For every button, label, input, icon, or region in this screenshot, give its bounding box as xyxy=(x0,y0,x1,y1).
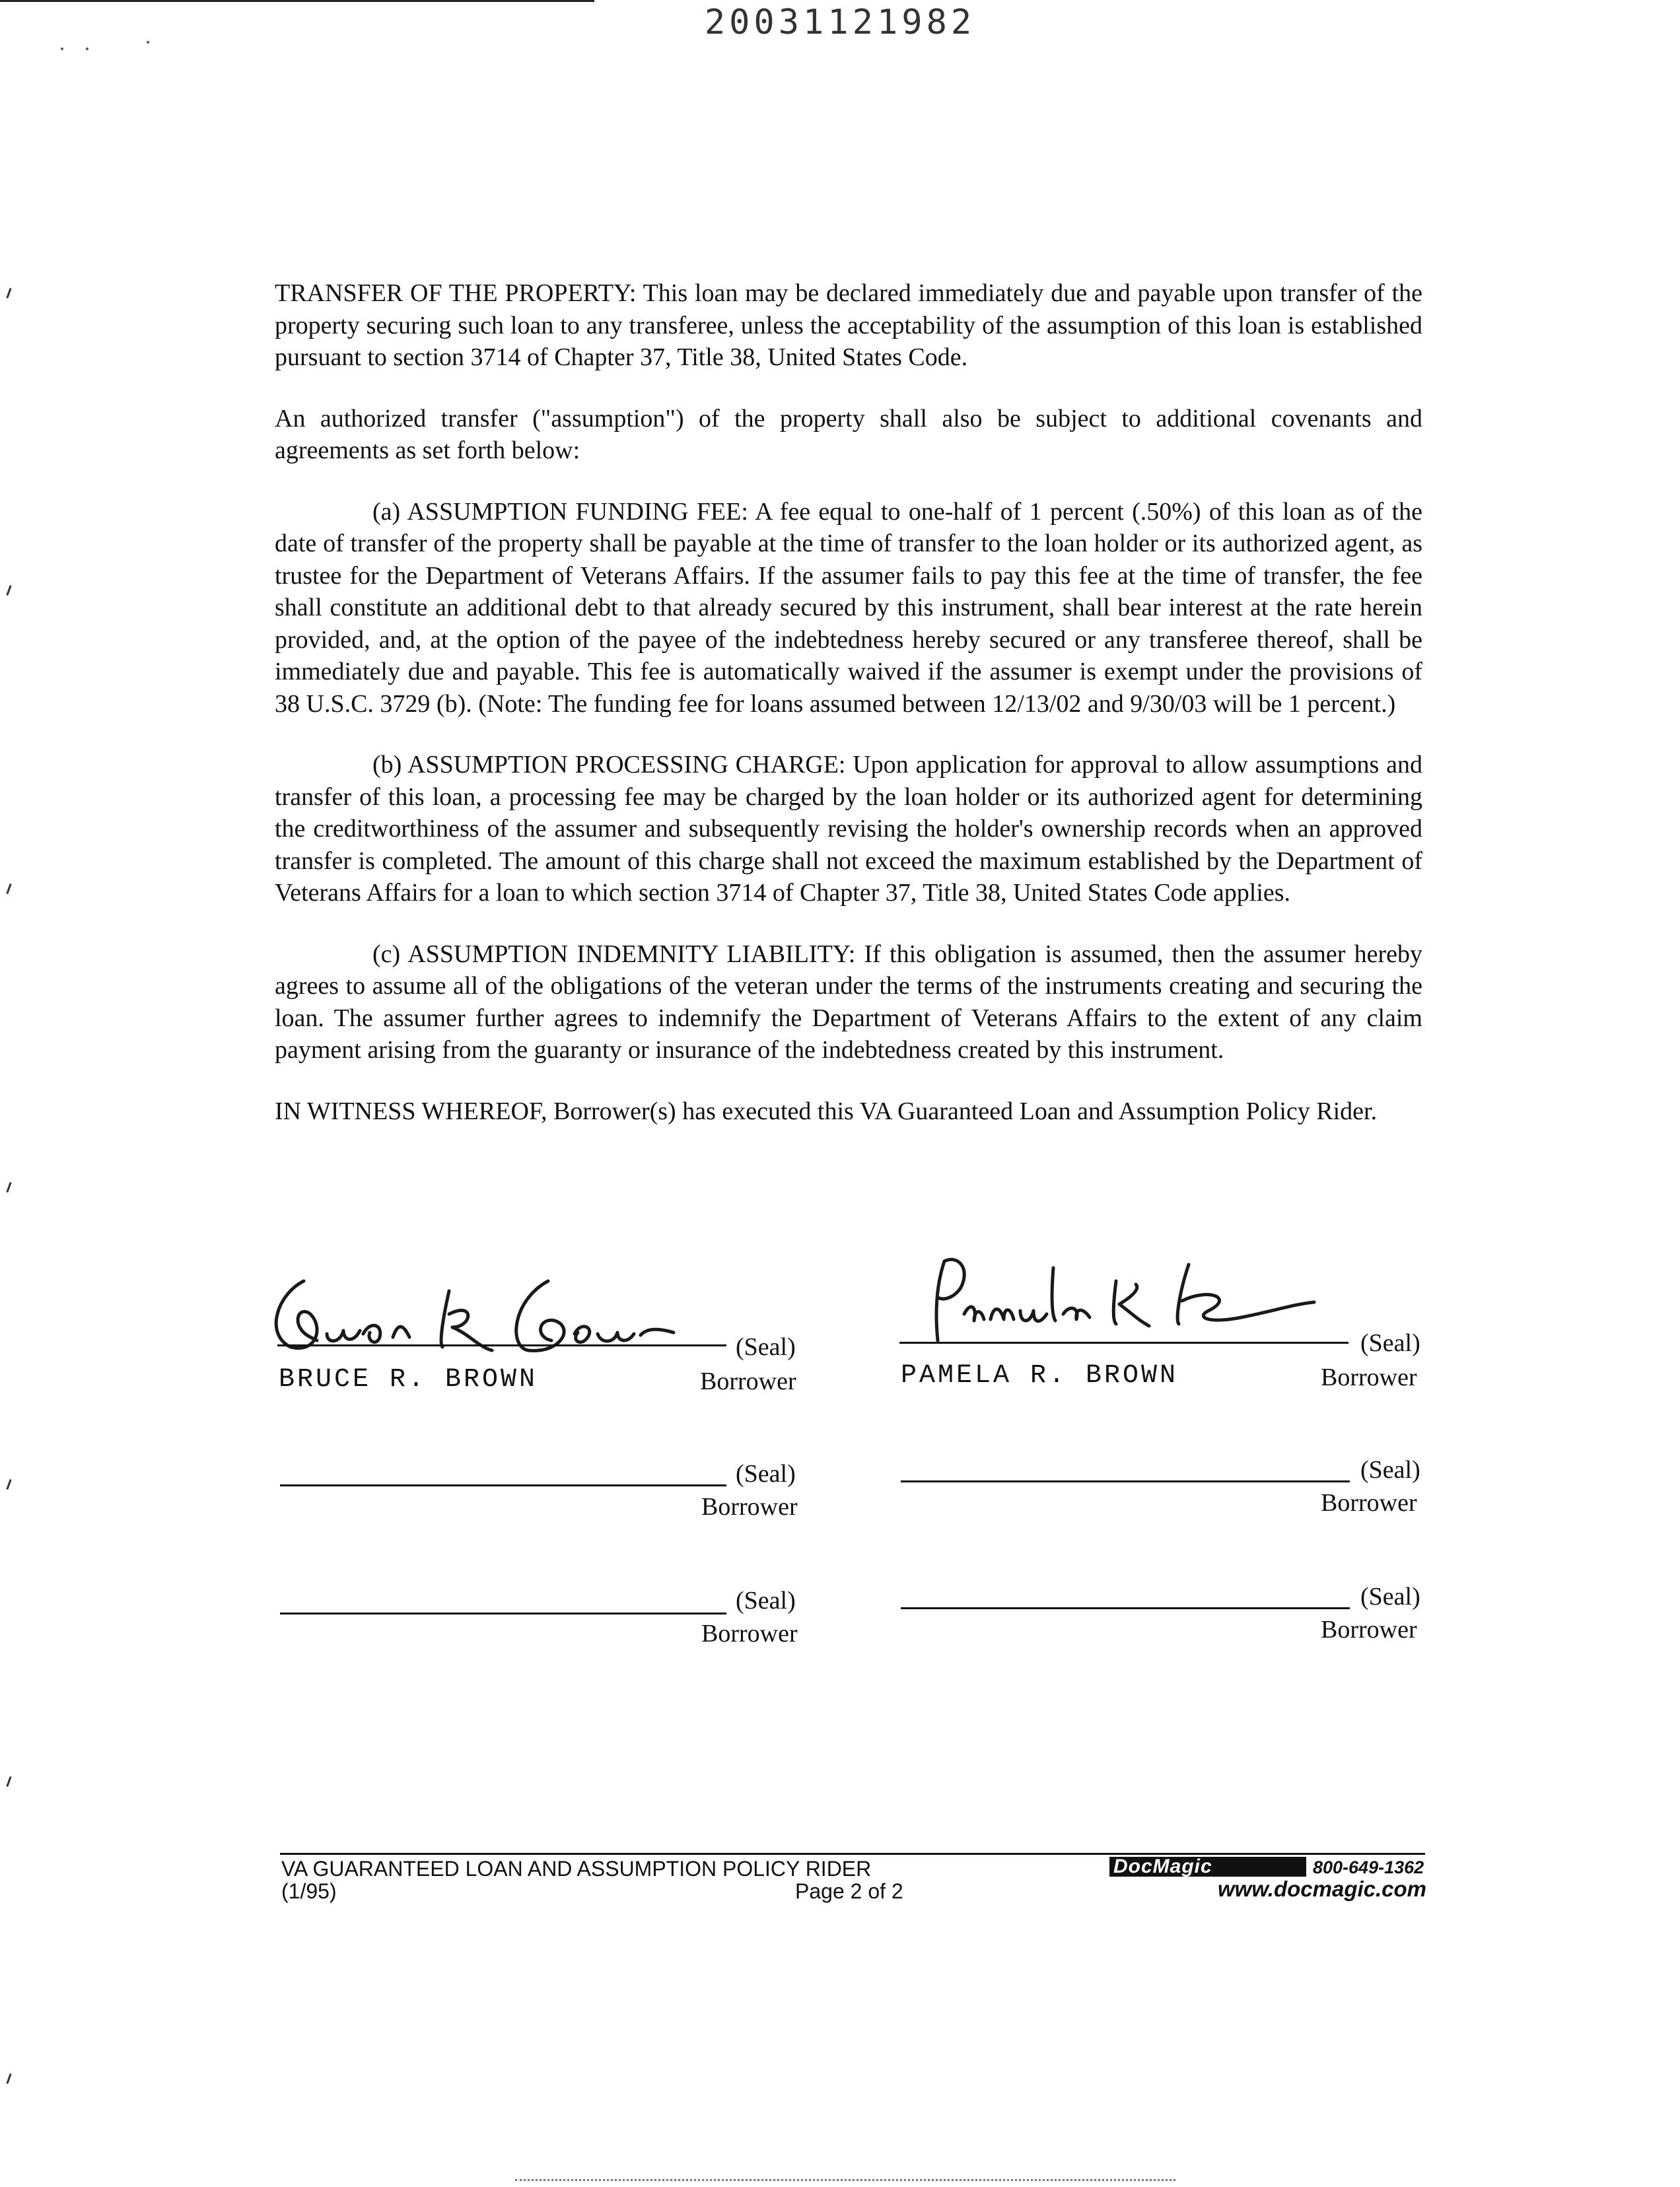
borrower2-role: Borrower xyxy=(1321,1364,1417,1391)
borrower1-signature xyxy=(251,1255,740,1373)
borrower1-seal-label: (Seal) xyxy=(736,1333,796,1361)
borrower1-role: Borrower xyxy=(700,1368,796,1395)
footer-form-title: VA GUARANTEED LOAN AND ASSUMPTION POLICY RIDER xyxy=(281,1857,872,1881)
rider-body xyxy=(275,277,1422,1156)
borrower1-name: BRUCE R. BROWN xyxy=(279,1365,538,1395)
scan-mark xyxy=(6,1776,11,1787)
borrower6-signature-line xyxy=(901,1607,1350,1609)
borrower5-signature-line xyxy=(280,1613,726,1614)
borrower6-role: Borrower xyxy=(1321,1616,1417,1644)
scan-mark xyxy=(6,585,11,596)
authorized-transfer-paragraph: An authorized transfer ("assumption") of the property shall also be subject to additional covenants and agreements as set forth below: xyxy=(275,404,1422,464)
footer-phone: 800-649-1362 xyxy=(1313,1857,1424,1877)
borrower2-signature-line xyxy=(899,1342,1348,1344)
borrower3-seal-label: (Seal) xyxy=(736,1460,796,1488)
borrower4-seal-label: (Seal) xyxy=(1360,1456,1420,1484)
scan-speck xyxy=(86,48,88,50)
borrower5-seal-label: (Seal) xyxy=(736,1587,796,1614)
document-number: 20031121982 xyxy=(704,3,976,42)
borrower2-name: PAMELA R. BROWN xyxy=(901,1361,1179,1391)
bottom-edge-dots xyxy=(515,2179,1175,2181)
scan-speck xyxy=(147,41,149,44)
borrower4-role: Borrower xyxy=(1321,1489,1417,1517)
borrower2-seal-label: (Seal) xyxy=(1360,1329,1420,1357)
processing-charge-paragraph: (b) ASSUMPTION PROCESSING CHARGE: Upon application for approval to allow assumptions and transfer of this loan, a processing fee may be charged by the loan holder or its authorized agent for determining the creditworthiness of the assumer and subsequently revising the holder's ownership records when an approved transfer is completed. The amount of this charge shall not exceed the maximum established by the Department of Veterans Affairs for a loan to which section 3714 of Chapter 37, Title 38, United States Code applies. xyxy=(275,751,1422,907)
docmagic-logo-text: DocMagic xyxy=(1113,1856,1212,1877)
transfer-paragraph: TRANSFER OF THE PROPERTY: This loan may be declared immediately due and payable upon transfer of the property securing such loan to any transferee, unless the acceptability of the assumption of this loan is established pursuant to section 3714 of Chapter 37, Title 38, United States Code. xyxy=(275,279,1422,371)
scan-mark xyxy=(6,1182,11,1193)
borrower1-signature-line xyxy=(277,1344,726,1346)
docmagic-logo xyxy=(1109,1856,1308,1878)
scan-speck xyxy=(61,48,63,50)
borrower4-signature-line xyxy=(901,1480,1350,1482)
footer-rule xyxy=(280,1853,1425,1855)
footer-page-number: Page 2 of 2 xyxy=(795,1879,903,1903)
borrower3-role: Borrower xyxy=(701,1493,798,1521)
borrower5-role: Borrower xyxy=(701,1620,798,1648)
scan-mark xyxy=(6,288,11,298)
scan-mark xyxy=(6,884,11,894)
borrower3-signature-line xyxy=(280,1484,726,1486)
scan-mark xyxy=(6,2073,11,2084)
footer-website: www.docmagic.com xyxy=(1218,1877,1427,1901)
witness-paragraph: IN WITNESS WHEREOF, Borrower(s) has executed this VA Guaranteed Loan and Assumption Policy Rider. xyxy=(275,1097,1378,1125)
scan-mark xyxy=(6,1479,11,1490)
footer-form-date: (1/95) xyxy=(281,1879,337,1903)
funding-fee-paragraph: (a) ASSUMPTION FUNDING FEE: A fee equal to one-half of 1 percent (.50%) of this loan as of the date of transfer of the property shall be payable at the time of transfer to the loan holder or its authorized agent, as trustee for the Department of Veterans Affairs. If the assumer fails to pay this fee at the time of transfer, the fee shall constitute an additional debt to that already secured by this instrument, shall bear interest at the rate herein provided, and, at the option of the payee of the indebtedness hereby secured or any transferee thereof, shall be immediately due and payable. This fee is automatically waived if the assumer is exempt under the provisions of 38 U.S.C. 3729 (b). (Note: The funding fee for loans assumed between 12/13/02 and 9/30/03 will be 1 percent.) xyxy=(275,497,1422,718)
borrower6-seal-label: (Seal) xyxy=(1360,1583,1420,1611)
indemnity-paragraph: (c) ASSUMPTION INDEMNITY LIABILITY: If this obligation is assumed, then the assumer hereby agrees to assume all of the obligations of the veteran under the terms of the instruments creating and securing the loan. The assumer further agrees to indemnify the Department of Veterans Affairs to the extent of any claim payment arising from the guaranty or insurance of the indebtedness created by this instrument. xyxy=(275,940,1422,1064)
